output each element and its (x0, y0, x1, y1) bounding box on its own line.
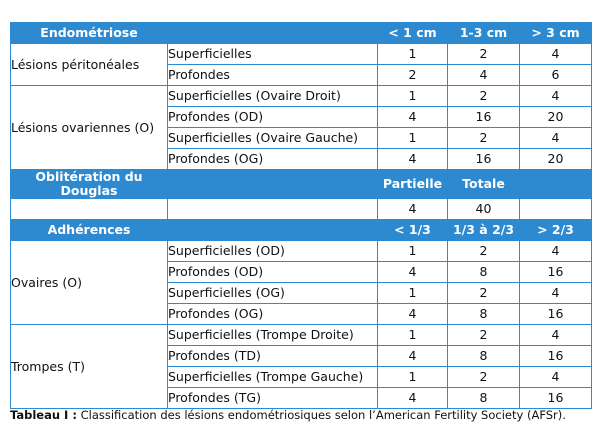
value-cell (520, 199, 592, 220)
row-label: Superficielles (OD) (168, 241, 378, 262)
value-cell: 8 (448, 346, 520, 367)
header-cell (168, 23, 378, 44)
value-cell: 4 (520, 44, 592, 65)
value-cell: 1 (378, 367, 448, 388)
value-cell: 2 (448, 283, 520, 304)
value-cell: 4 (378, 304, 448, 325)
value-cell: 1 (378, 283, 448, 304)
header-cell (168, 170, 378, 199)
value-cell: 2 (448, 86, 520, 107)
group-label: Lésions péritonéales (11, 44, 168, 86)
caption-prefix: Tableau I : (10, 408, 77, 422)
table-row (11, 199, 592, 220)
row-label: Superficielles (Trompe Gauche) (168, 367, 378, 388)
value-cell: 4 (448, 65, 520, 86)
header-cell (168, 220, 378, 241)
value-cell: 4 (378, 388, 448, 409)
value-cell: 40 (448, 199, 520, 220)
value-cell: 4 (520, 283, 592, 304)
value-cell: 8 (448, 304, 520, 325)
value-cell: 16 (520, 304, 592, 325)
value-cell: 4 (378, 199, 448, 220)
header-cell: 1-3 cm (448, 23, 520, 44)
value-cell: 1 (378, 325, 448, 346)
value-cell: 2 (448, 128, 520, 149)
value-cell: 2 (448, 44, 520, 65)
header-cell: > 3 cm (520, 23, 592, 44)
value-cell: 1 (378, 241, 448, 262)
value-cell: 4 (520, 241, 592, 262)
header-row-adherences (11, 220, 592, 241)
row-label: Profondes (OG) (168, 149, 378, 170)
header-cell: Oblitération du Douglas (11, 170, 168, 199)
row-label: Profondes (OG) (168, 304, 378, 325)
row-label: Superficielles (OG) (168, 283, 378, 304)
header-cell: > 2/3 (520, 220, 592, 241)
header-row-endometriose (11, 23, 592, 44)
header-cell (520, 170, 592, 199)
value-cell: 4 (520, 128, 592, 149)
value-cell: 1 (378, 86, 448, 107)
caption-text: Classification des lésions endométriosiques selon l’American Fertility Society (AFSr). (76, 408, 566, 422)
value-cell: 4 (520, 325, 592, 346)
row-label: Superficielles (Ovaire Droit) (168, 86, 378, 107)
value-cell: 1 (378, 44, 448, 65)
value-cell: 4 (378, 262, 448, 283)
row-label: Profondes (OD) (168, 262, 378, 283)
group-label: Trompes (T) (11, 325, 168, 409)
table-row (11, 241, 592, 262)
row-label: Profondes (OD) (168, 107, 378, 128)
header-cell: Endométriose (11, 23, 168, 44)
afs-classification-table (10, 22, 592, 409)
row-label: Profondes (TD) (168, 346, 378, 367)
value-cell: 4 (520, 86, 592, 107)
value-cell: 4 (378, 107, 448, 128)
group-label: Lésions ovariennes (O) (11, 86, 168, 170)
row-label: Superficielles (168, 44, 378, 65)
value-cell (11, 199, 168, 220)
header-cell: < 1 cm (378, 23, 448, 44)
header-cell: Partielle (378, 170, 448, 199)
value-cell: 1 (378, 128, 448, 149)
table-row (11, 44, 592, 65)
row-label: Profondes (TG) (168, 388, 378, 409)
header-cell: < 1/3 (378, 220, 448, 241)
value-cell: 8 (448, 388, 520, 409)
table-row (11, 325, 592, 346)
header-cell: 1/3 à 2/3 (448, 220, 520, 241)
value-cell: 16 (520, 388, 592, 409)
header-cell: Totale (448, 170, 520, 199)
value-cell (168, 199, 378, 220)
row-label: Profondes (168, 65, 378, 86)
header-row-douglas (11, 170, 592, 199)
row-label: Superficielles (Ovaire Gauche) (168, 128, 378, 149)
value-cell: 4 (520, 367, 592, 388)
row-label: Superficielles (Trompe Droite) (168, 325, 378, 346)
header-cell: Adhérences (11, 220, 168, 241)
value-cell: 4 (378, 149, 448, 170)
value-cell: 8 (448, 262, 520, 283)
value-cell: 16 (448, 107, 520, 128)
value-cell: 16 (520, 346, 592, 367)
value-cell: 2 (448, 367, 520, 388)
table-caption (10, 408, 600, 422)
value-cell: 4 (378, 346, 448, 367)
table-row (11, 86, 592, 107)
value-cell: 6 (520, 65, 592, 86)
value-cell: 16 (520, 262, 592, 283)
value-cell: 2 (378, 65, 448, 86)
value-cell: 16 (448, 149, 520, 170)
value-cell: 20 (520, 107, 592, 128)
group-label: Ovaires (O) (11, 241, 168, 325)
value-cell: 2 (448, 241, 520, 262)
value-cell: 2 (448, 325, 520, 346)
value-cell: 20 (520, 149, 592, 170)
